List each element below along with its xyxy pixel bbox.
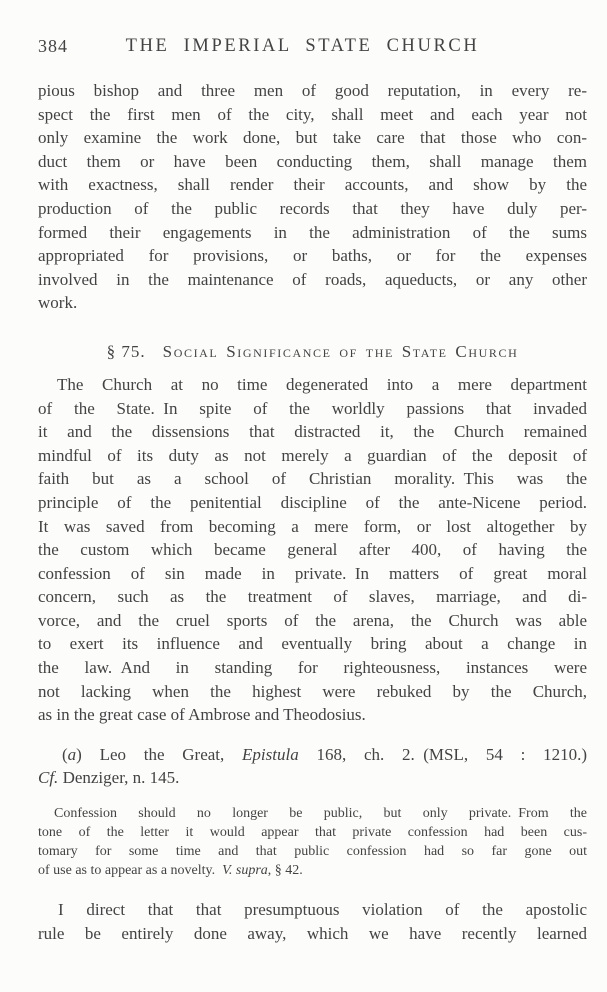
text-line: pious bishop and three men of good reputation, in every re- xyxy=(38,81,587,100)
paragraph-quoted-directive xyxy=(38,898,587,945)
text-line: as in the great case of Ambrose and Theodosius. xyxy=(38,705,366,725)
text-line: with exactness, shall render their accounts, and show by the xyxy=(38,175,587,195)
text-line: only examine the work done, but take care that those who con- xyxy=(38,128,587,148)
section-number: § 75. xyxy=(106,341,146,361)
text-line: of the State. In spite of the worldly passions that invaded xyxy=(38,398,587,418)
text-line: involved in the maintenance of roads, aqueducts, or any other xyxy=(38,269,587,289)
text-line: principle of the penitential discipline of the ante-Nicene period. xyxy=(38,492,587,512)
text-line: the custom which became general after 400, of having the xyxy=(38,540,587,560)
text-line: faith but as a school of Christian morality. This was the xyxy=(38,469,587,489)
text-line: vorce, and the cruel sports of the arena, the Church was able xyxy=(38,610,587,630)
page-header xyxy=(38,36,587,58)
paragraph-social-significance xyxy=(38,373,587,727)
text-line: (a) Leo the Great, Epistula 168, ch. 2. (MSL, 54 : 1210.) xyxy=(62,744,587,764)
text-line: tone of the letter it would appear that private confession had been cus- xyxy=(38,825,587,841)
text-line: it and the dissensions that distracted it, the Church remained xyxy=(38,422,587,442)
text-line: confession of sin made in private. In matters of great moral xyxy=(38,563,587,583)
text-line: formed their engagements in the administration of the sums xyxy=(38,222,587,242)
page-number: 384 xyxy=(38,36,68,56)
text-line: rule be entirely done away, which we have recently learned xyxy=(38,923,587,943)
text-line: the law. And in standing for righteousness, instances were xyxy=(38,658,587,678)
text-line: tomary for some time and that public confession had so far gone out xyxy=(38,844,587,860)
paragraph-citation xyxy=(38,743,587,790)
text-line: not lacking when the highest were rebuked by the Church, xyxy=(38,681,587,701)
text-line: spect the first men of the city, shall meet and each year not xyxy=(38,104,587,124)
text-line: concern, such as the treatment of slaves, marriage, and di- xyxy=(38,587,587,607)
text-line: The Church at no time degenerated into a mere department xyxy=(57,374,587,394)
text-line: appropriated for provisions, or baths, or for the expenses xyxy=(38,246,587,266)
paragraph-opening-continuation xyxy=(38,79,587,315)
text-line: duct them or have been conducting them, shall manage them xyxy=(38,151,587,171)
text-line: I direct that that presumptuous violation of the apostolic xyxy=(58,900,587,920)
text-line: production of the public records that they have duly per- xyxy=(38,198,587,218)
text-line: It was saved from becoming a mere form, or lost altogether by xyxy=(38,516,587,536)
text-line: work. xyxy=(38,293,78,313)
text-line: of use as to appear as a novelty. V. supra, § 42. xyxy=(38,863,303,879)
section-heading xyxy=(38,340,587,364)
running-title: THE IMPERIAL STATE CHURCH xyxy=(125,36,480,56)
text-line: Cf. Denziger, n. 145. xyxy=(38,768,180,788)
paragraph-annotation-small-type xyxy=(38,804,587,880)
text-line: to exert its influence and eventually bring about a change in xyxy=(38,634,587,654)
section-title: Social Significance of the State Church xyxy=(162,341,519,361)
text-line: Confession should no longer be public, but only private. From the xyxy=(54,806,587,822)
text-line: mindful of its duty as not merely a guardian of the deposit of xyxy=(38,445,587,465)
